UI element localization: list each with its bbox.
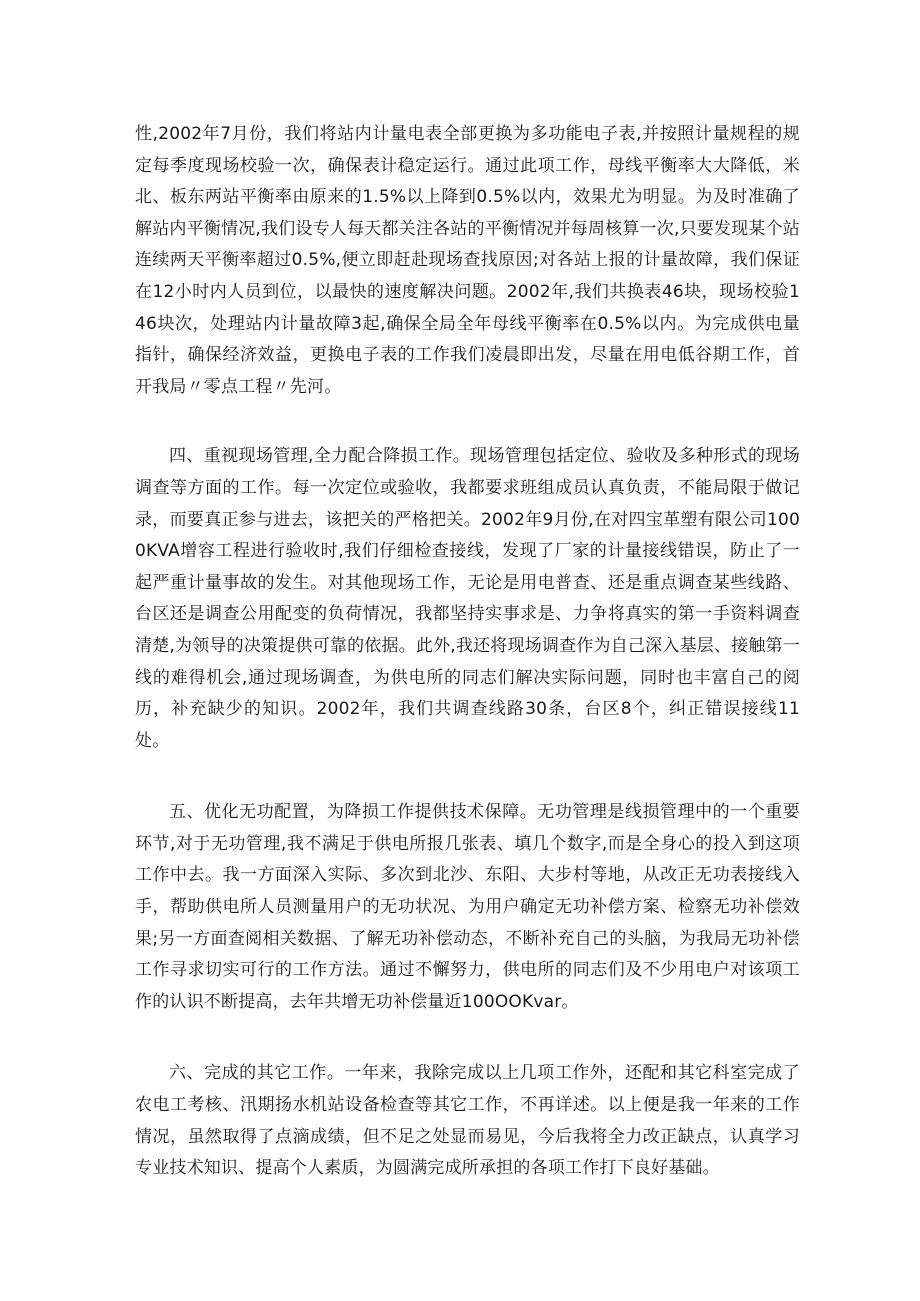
paragraph-reactive-power: 五、优化无功配置，为降损工作提供技术保障。无功管理是线损管理中的一个重要环节,对于无功管理,我不满足于供电所报几张表、填几个数字,而是全身心的投入到这项工作中去。我一方面深入实际、多次到北沙、东阳、大步村等地，从改正无功表接线入手，帮助供电所人员测量用户的无功状况、为用户确定无功补偿方案、检察无功补偿效果;另一方面查阅相关数据、了解无功补偿动态，不断补充自己的头脑，为我局无功补偿工作寻求切实可行的工作方法。通过不懈努力，供电所的同志们及不少用电户对该项工作的认识不断提高，去年共增无功补偿量近100OOKvar。: [135, 802, 800, 1012]
paragraph-metering-upgrade: 性,2002年7月份，我们将站内计量电表全部更换为多功能电子表,并按照计量规程的规定每季度现场校验一次，确保表计稳定运行。通过此项工作，母线平衡率大大降低，米北、板东两站平衡率由原来的1.5%以上降到0.5%以内，效果尤为明显。为及时准确了解站内平衡情况,我们设专人每天都关注各站的平衡情况并每周核算一次,只要发现某个站连续两天平衡率超过0.5%,便立即赶赴现场查找原因;对各站上报的计量故障，我们保证在12小时内人员到位，以最快的速度解决问题。2002年,我们共换表46块，现场校验146块次，处理站内计量故障3起,确保全局全年母线平衡率在0.5%以内。为完成供电量指针，确保经济效益，更换电子表的工作我们凌晨即出发，尽量在用电低谷期工作，首开我局〃零点工程〃先河。: [135, 124, 800, 397]
paragraph-site-management: 四、重视现场管理,全力配合降损工作。现场管理包括定位、验收及多种形式的现场调查等方面的工作。每一次定位或验收，我都要求班组成员认真负责，不能局限于做记录，而要真正参与进去，该把关的严格把关。2002年9月份,在对四宝革塑有限公司1000KVA增容工程进行验收时,我们仔细检查接线，发现了厂家的计量接线错误，防止了一起严重计量事故的发生。对其他现场工作，无论是用电普查、还是重点调查某些线路、台区还是调查公用配变的负荷情况，我都坚持实事求是、力争将真实的第一手资料调查清楚,为领导的决策提供可靠的依据。此外,我还将现场调查作为自己深入基层、接触第一线的难得机会,通过现场调查，为供电所的同志们解决实际问题，同时也丰富自己的阅历，补充缺少的知识。2002年，我们共调查线路30条，台区8个，纠正错误接线11处。: [135, 446, 800, 751]
paragraph-other-work: 六、完成的其它工作。一年来，我除完成以上几项工作外，还配和其它科室完成了农电工考核、汛期扬水机站设备检查等其它工作，不再详述。以上便是我一年来的工作情况，虽然取得了点滴成绩，但不足之处显而易见，今后我将全力改正缺点，认真学习专业技术知识、提高个人素质，为圆满完成所承担的各项工作打下良好基础。: [135, 1063, 800, 1179]
document-page: [135, 119, 800, 1185]
